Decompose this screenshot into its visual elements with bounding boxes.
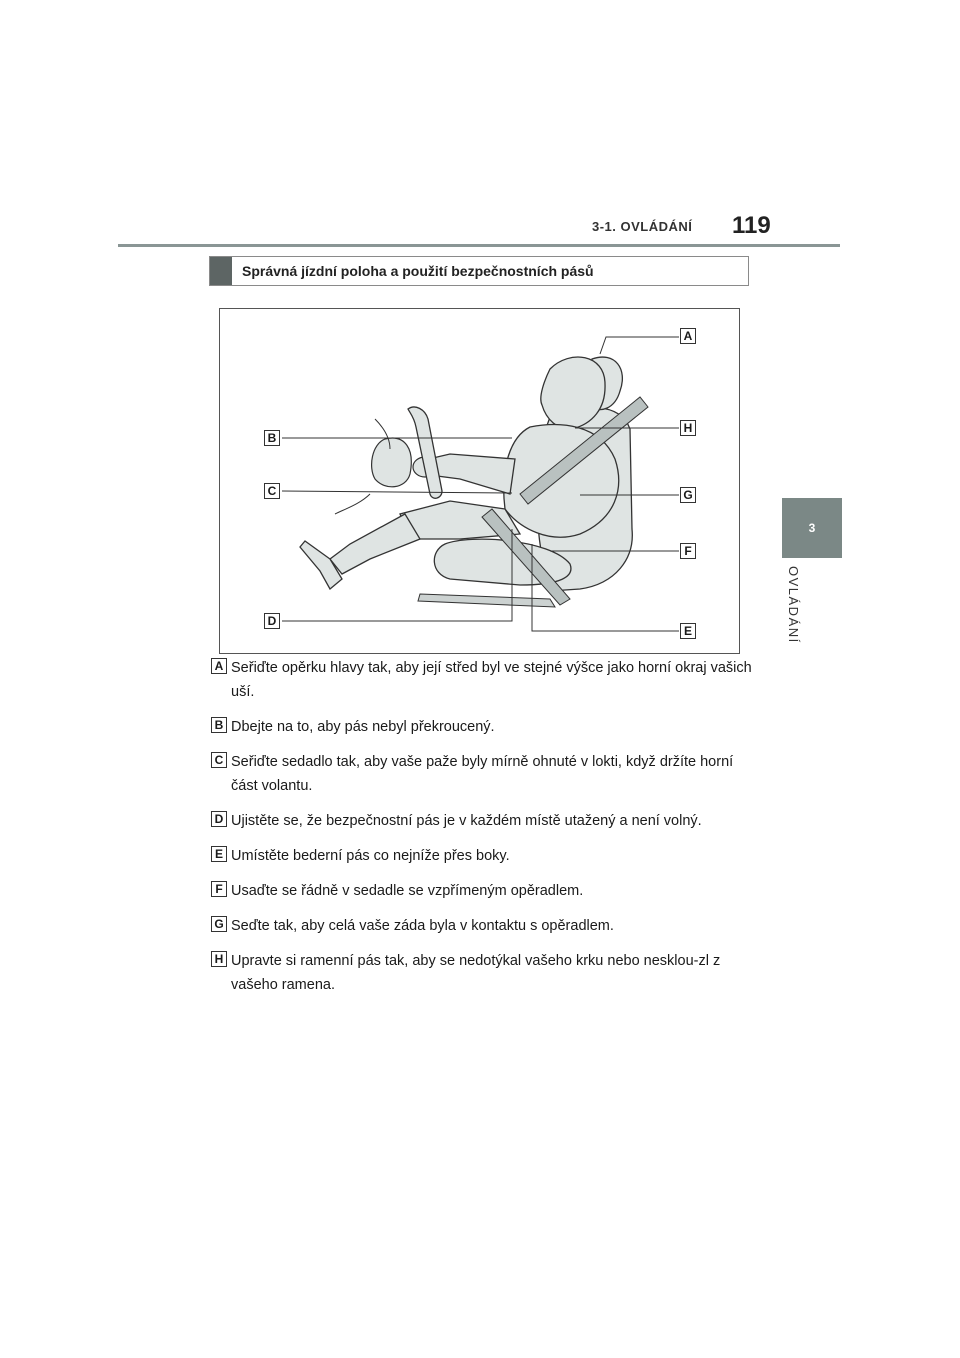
item-key: A — [211, 658, 227, 674]
item-text: Umístěte bederní pás co nejníže přes boky. — [231, 848, 510, 864]
section-marker — [210, 257, 232, 285]
callout-e: E — [680, 623, 696, 639]
list-item — [211, 949, 771, 997]
list-item — [211, 656, 771, 704]
list-item — [211, 750, 771, 798]
callout-g: G — [680, 487, 696, 503]
item-text: Seřiďte sedadlo tak, aby vaše paže byly mírně ohnuté v lokti, když držíte horní část volantu. — [231, 754, 734, 794]
callout-b: B — [264, 430, 280, 446]
list-item — [211, 914, 771, 938]
section-label: 3-1. OVLÁDÁNÍ — [592, 219, 693, 234]
leader-a — [600, 337, 679, 354]
item-key: C — [211, 752, 227, 768]
item-key: D — [211, 811, 227, 827]
item-text: Usaďte se řádně v sedadle se vzpřímeným opěradlem. — [231, 883, 584, 899]
item-text: Seřiďte opěrku hlavy tak, aby její střed byl ve stejné výšce jako horní okraj vašich uší. — [231, 660, 752, 700]
list-item — [211, 715, 771, 739]
chapter-tab — [782, 498, 842, 558]
item-text: Ujistěte se, že bezpečnostní pás je v každém místě utažený a není volný. — [231, 813, 702, 829]
item-text: Seďte tak, aby celá vaše záda byla v kontaktu s opěradlem. — [231, 918, 614, 934]
item-key: H — [211, 951, 227, 967]
item-text: Upravte si ramenní pás tak, aby se nedotýkal vašeho krku nebo nesklou-zl z vašeho ramena. — [231, 953, 721, 993]
callout-f: F — [680, 543, 696, 559]
item-text: Dbejte na to, aby pás nebyl překroucený. — [231, 719, 495, 735]
item-key: B — [211, 717, 227, 733]
list-item — [211, 809, 771, 833]
instruction-list — [211, 656, 771, 1008]
callout-d: D — [264, 613, 280, 629]
section-title: Správná jízdní poloha a použití bezpečnostních pásů — [242, 263, 594, 279]
callout-h: H — [680, 420, 696, 436]
callout-a: A — [680, 328, 696, 344]
header-rule — [118, 244, 840, 247]
seated-driver-illustration — [220, 309, 741, 655]
chapter-number: 3 — [808, 521, 816, 535]
list-item — [211, 879, 771, 903]
item-key: E — [211, 846, 227, 862]
list-item — [211, 844, 771, 868]
chapter-side-label: OVLÁDÁNÍ — [786, 566, 801, 644]
page-number: 119 — [732, 212, 771, 239]
section-title-bar — [209, 256, 749, 286]
seat-position-figure — [219, 308, 740, 654]
item-key: G — [211, 916, 227, 932]
item-key: F — [211, 881, 227, 897]
leader-c — [282, 491, 512, 493]
callout-c: C — [264, 483, 280, 499]
